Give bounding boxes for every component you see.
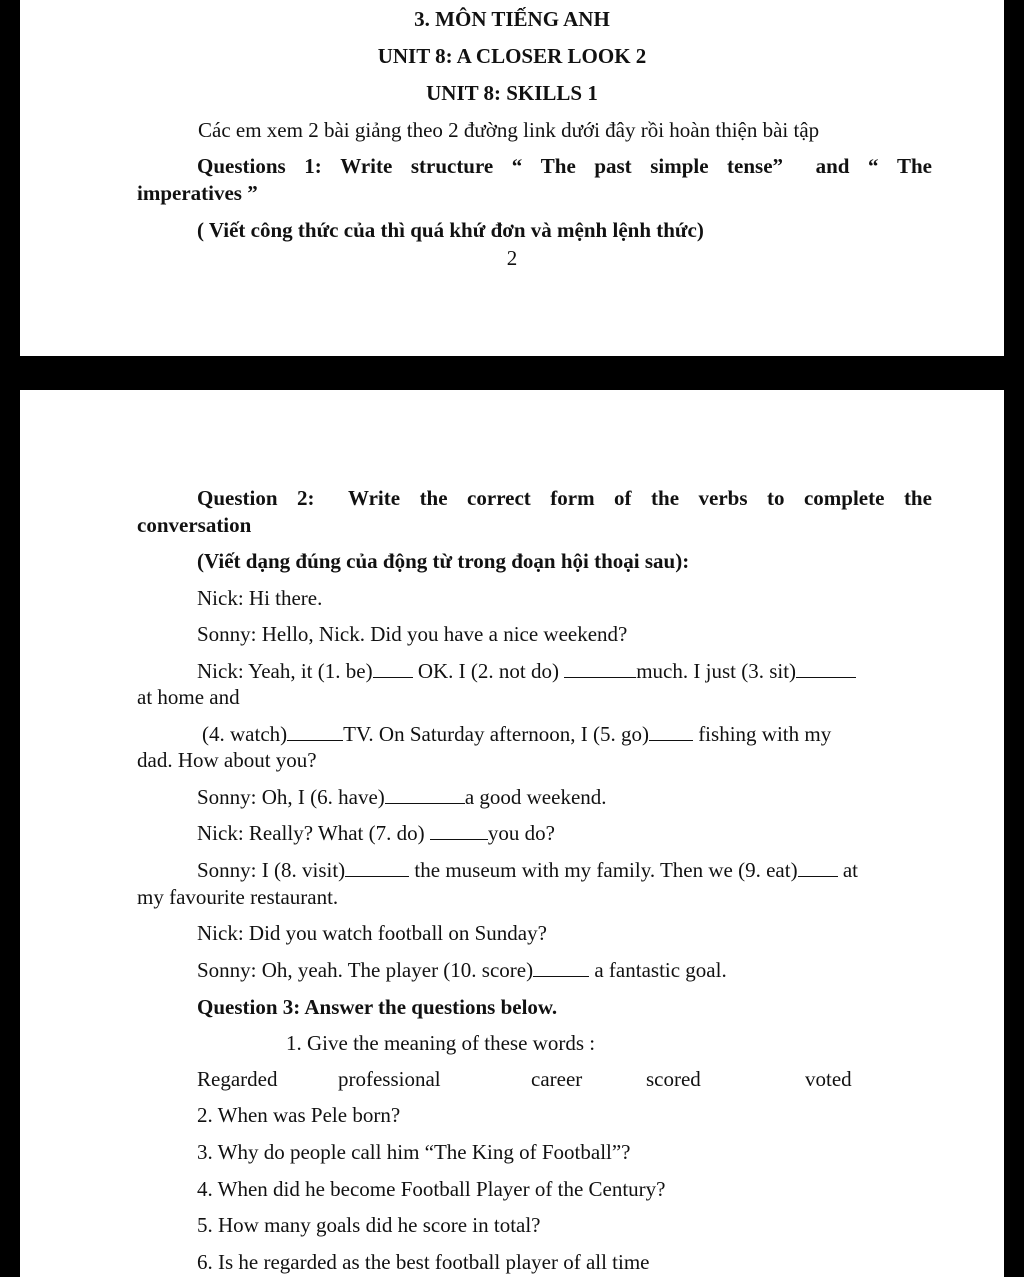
- blank-6: [385, 785, 465, 804]
- unit-title-skills: UNIT 8: SKILLS 1: [426, 81, 598, 105]
- vocab-word-4: scored: [646, 1067, 701, 1091]
- document-page-1: [20, 0, 1004, 356]
- dialogue-line-7-continued: my favourite restaurant.: [137, 885, 339, 909]
- dialogue-line-3-continued: at home and: [137, 685, 240, 709]
- question-1-translation: ( Viết công thức của thì quá khứ đơn và mệnh lệnh thức): [197, 218, 704, 242]
- dialogue-line-8: Nick: Did you watch football on Sunday?: [197, 921, 547, 945]
- question-1-line-1: Questions 1: Write structure “ The past simple tense” and “ The: [197, 154, 932, 178]
- instruction-text: Các em xem 2 bài giảng theo 2 đường link dưới đây rồi hoàn thiện bài tập: [198, 118, 820, 142]
- question-3-item-6: 6. Is he regarded as the best football player of all time: [197, 1250, 650, 1274]
- blank-10: [533, 958, 589, 977]
- vocab-word-5: voted: [805, 1067, 852, 1091]
- dialogue-line-7: Sonny: I (8. visit) the museum with my family. Then we (9. eat) at: [197, 858, 858, 882]
- question-3-title: Question 3: Answer the questions below.: [197, 995, 558, 1019]
- subject-heading: 3. MÔN TIẾNG ANH: [414, 7, 610, 31]
- vocab-word-1: Regarded: [197, 1067, 278, 1091]
- dialogue-line-2: Sonny: Hello, Nick. Did you have a nice weekend?: [197, 622, 628, 646]
- question-3-item-1: 1. Give the meaning of these words :: [286, 1031, 596, 1055]
- question-2-line-1: Question 2: Write the correct form of the verbs to complete the: [197, 486, 932, 510]
- vocab-word-3: career: [531, 1067, 583, 1091]
- question-2-line-2: conversation: [137, 513, 252, 537]
- question-2-translation: (Viết dạng đúng của động từ trong đoạn hội thoại sau):: [197, 549, 690, 573]
- blank-3: [796, 659, 856, 678]
- dialogue-line-3: Nick: Yeah, it (1. be) OK. I (2. not do) much. I just (3. sit): [197, 658, 856, 684]
- blank-5: [649, 722, 693, 741]
- document-page-2: [20, 390, 1004, 1277]
- blank-8: [345, 858, 409, 877]
- blank-2: [564, 659, 636, 678]
- vocab-word-2: professional: [338, 1067, 441, 1091]
- dialogue-line-4-continued: dad. How about you?: [137, 748, 317, 772]
- dialogue-line-6: Nick: Really? What (7. do) you do?: [197, 821, 555, 845]
- dialogue-line-1: Nick: Hi there.: [197, 586, 323, 610]
- question-3-item-4: 4. When did he become Football Player of the Century?: [197, 1177, 666, 1201]
- blank-4: [287, 722, 343, 741]
- question-3-item-3: 3. Why do people call him “The King of Football”?: [197, 1140, 631, 1164]
- blank-7: [430, 821, 488, 840]
- dialogue-line-5: Sonny: Oh, I (6. have) a good weekend.: [197, 785, 607, 809]
- question-3-item-5: 5. How many goals did he score in total?: [197, 1213, 541, 1237]
- page-number: 2: [506, 246, 518, 270]
- unit-title-closer-look: UNIT 8: A CLOSER LOOK 2: [377, 44, 647, 68]
- dialogue-line-4: (4. watch) TV. On Saturday afternoon, I (5. go) fishing with my: [202, 722, 832, 746]
- question-1-line-2: imperatives ”: [137, 181, 258, 205]
- blank-9: [798, 858, 838, 877]
- dialogue-line-9: Sonny: Oh, yeah. The player (10. score) a fantastic goal.: [197, 958, 727, 982]
- blank-1: [373, 659, 413, 678]
- question-3-item-2: 2. When was Pele born?: [197, 1103, 401, 1127]
